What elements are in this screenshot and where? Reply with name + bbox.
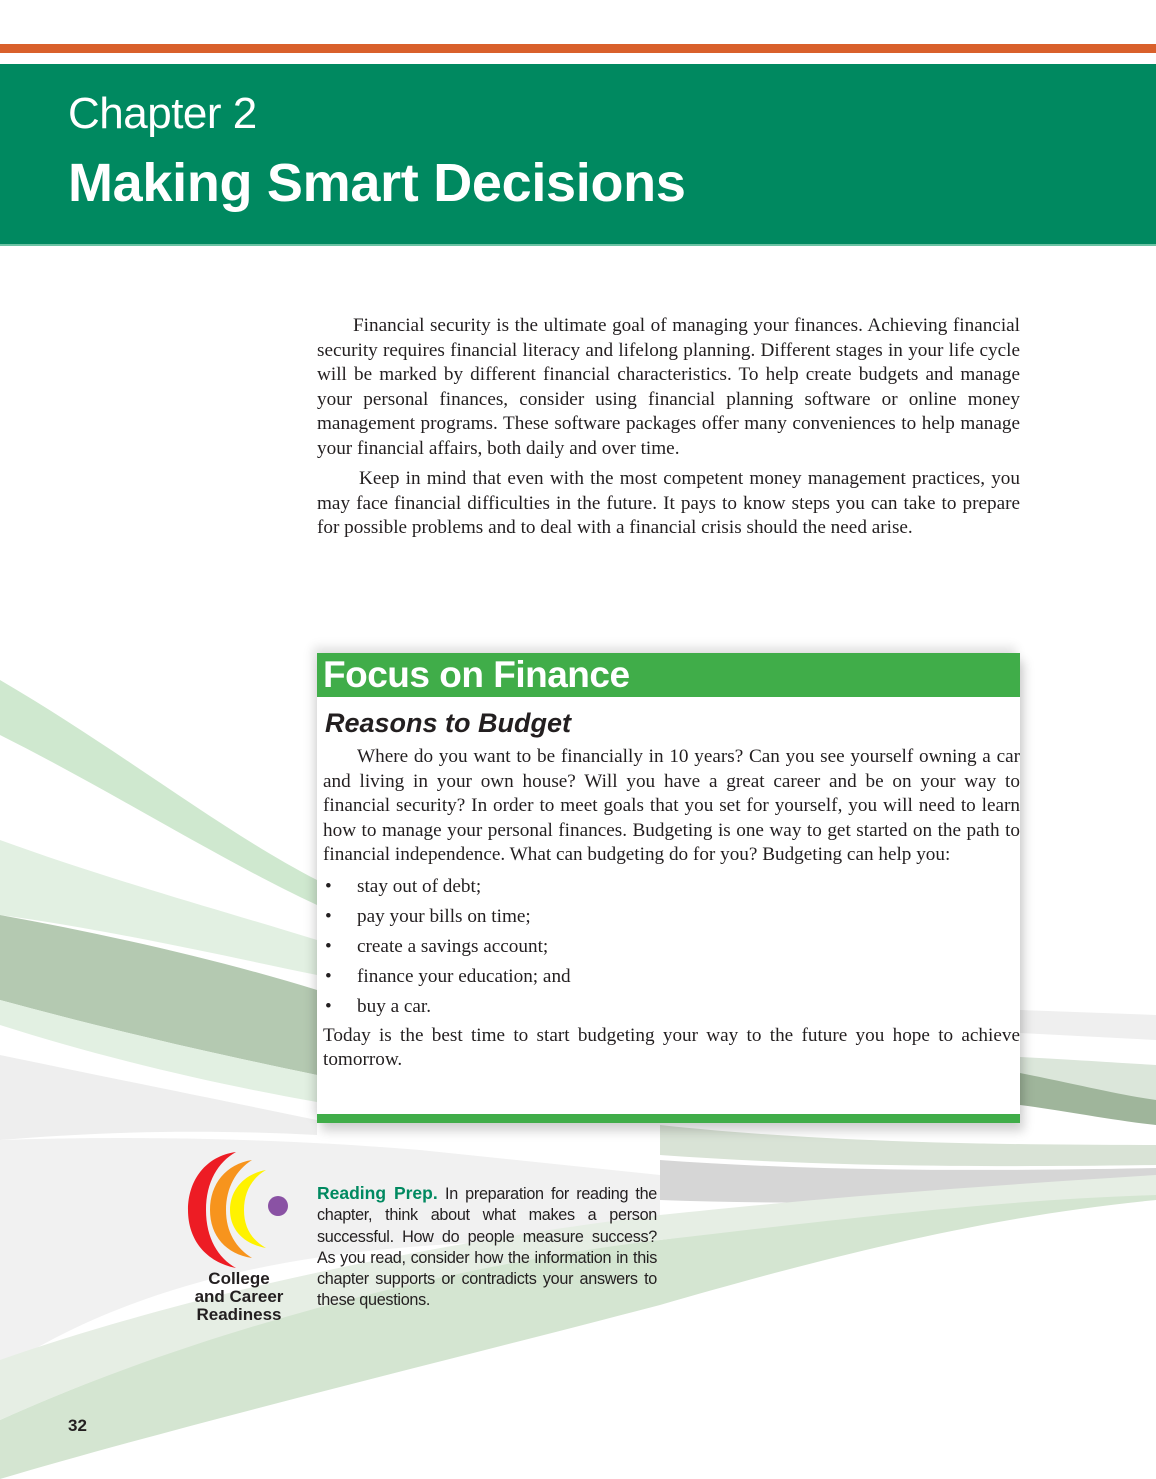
bullet-icon: • bbox=[325, 905, 332, 927]
ccr-label-line: and Career bbox=[194, 1287, 284, 1306]
focus-header-bar bbox=[317, 653, 1020, 697]
focus-header-title: Focus on Finance bbox=[323, 654, 630, 695]
list-item-text: pay your bills on time; bbox=[357, 905, 531, 927]
college-career-readiness-label bbox=[182, 1270, 296, 1324]
focus-closing-paragraph: Today is the best time to start budgeting your way to the future you hope to achieve tomorrow. bbox=[323, 1024, 1020, 1070]
intro-paragraph: Financial security is the ultimate goal of managing your finances. Achieving financial security requires financial literacy and lifelong planning. Different stages in your life cycle will be marked by different financial characteristics. To help create budgets and manage your personal finances, consider using financial planning software or online money management programs. These software packages offer many conveniences to help manage your financial affairs, both daily and over time. bbox=[317, 315, 1020, 459]
bullet-icon: • bbox=[325, 875, 332, 897]
page-number: 32 bbox=[68, 1416, 87, 1435]
intro-paragraph: Keep in mind that even with the most competent money management practices, you may face financial difficulties in the future. It pays to know steps you can take to prepare for possible problems and to deal with a financial crisis should the need arise. bbox=[317, 468, 1020, 538]
list-item bbox=[323, 962, 1020, 992]
ccr-label-line: Readiness bbox=[196, 1305, 282, 1324]
focus-on-finance-box bbox=[317, 653, 1020, 1123]
list-item bbox=[323, 872, 1020, 902]
budget-benefits-list bbox=[323, 872, 1020, 1022]
bullet-icon: • bbox=[325, 965, 332, 987]
reading-prep-note bbox=[317, 1183, 657, 1312]
list-item-text: finance your education; and bbox=[357, 965, 571, 987]
list-item-text: create a savings account; bbox=[357, 935, 549, 957]
focus-subtitle: Reasons to Budget bbox=[325, 708, 572, 738]
list-item bbox=[323, 992, 1020, 1022]
ccr-label-line: College bbox=[208, 1269, 270, 1288]
list-item-text: buy a car. bbox=[357, 995, 432, 1017]
concentric-arcs-icon bbox=[186, 1148, 290, 1272]
chapter-banner bbox=[0, 64, 1156, 246]
reading-prep-text: In preparation for reading the chapter, think about what makes a person successful. How do people measure success? As you read, consider how the information in this chapter supports or contradicts your answers to these questions. bbox=[317, 1185, 658, 1310]
bullet-icon: • bbox=[325, 935, 332, 957]
list-item-text: stay out of debt; bbox=[357, 875, 482, 897]
bullet-icon: • bbox=[325, 995, 332, 1017]
chapter-label: Chapter 2 bbox=[68, 89, 257, 138]
reading-prep-lead: Reading Prep. bbox=[317, 1183, 438, 1203]
chapter-title: Making Smart Decisions bbox=[68, 153, 686, 213]
list-item bbox=[323, 902, 1020, 932]
chapter-introduction bbox=[317, 314, 1020, 547]
list-item bbox=[323, 932, 1020, 962]
focus-body bbox=[323, 745, 1020, 1073]
focus-footer-bar bbox=[317, 1114, 1020, 1123]
top-accent-rule bbox=[0, 44, 1156, 53]
focus-lead-paragraph: Where do you want to be financially in 10 years? Can you see yourself owning a car and living in your own house? Will you have a great career and be on your way to financial security? In order to meet goals that you set for yourself, you will need to learn how to manage your personal finances. Budgeting is one way to get started on the path to financial independence. What can budgeting do for you? Budgeting can help you: bbox=[323, 746, 1020, 865]
